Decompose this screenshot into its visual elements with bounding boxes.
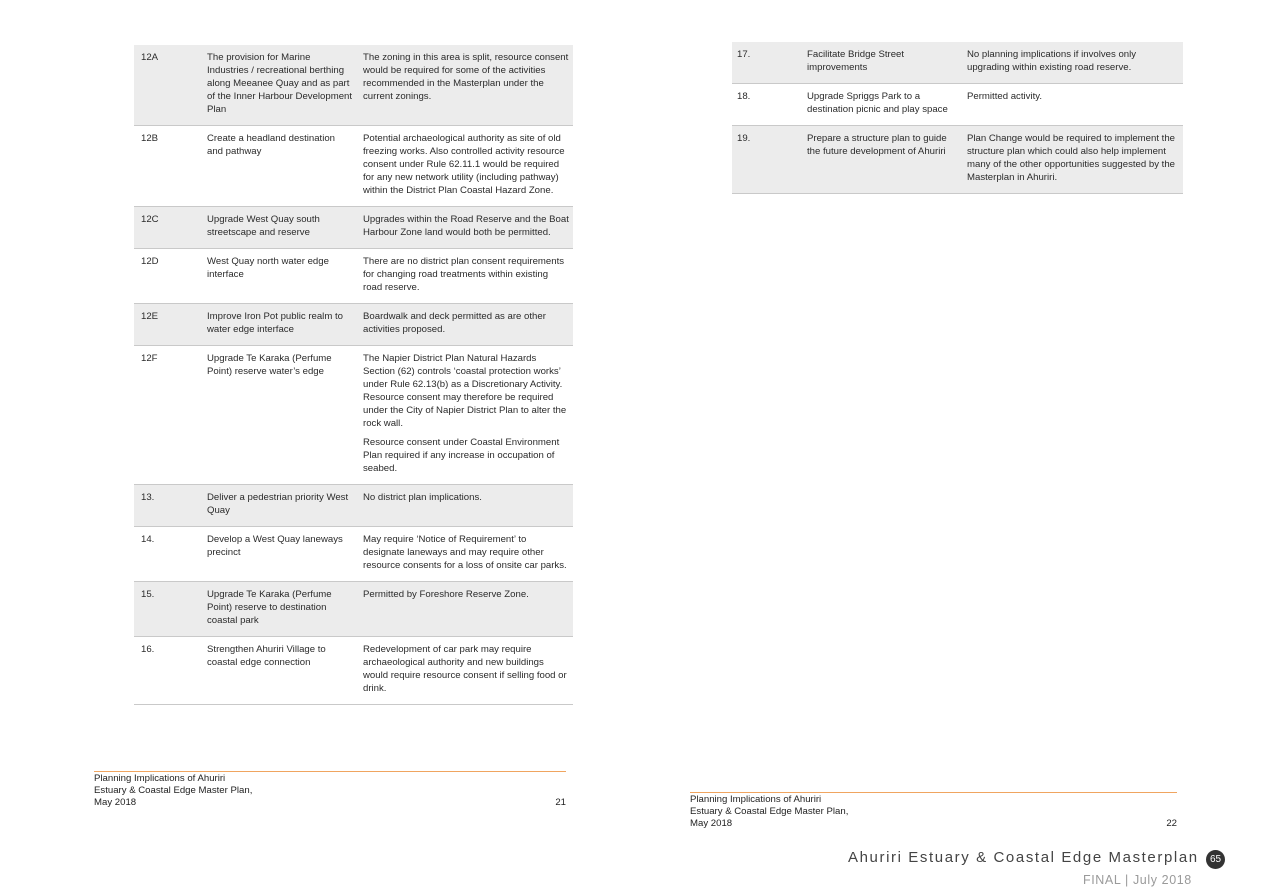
item-implications <box>357 485 573 526</box>
item-implications <box>357 582 573 636</box>
implication-paragraph: Plan Change would be required to implement the structure plan which could also help implement many of the other opportunities suggested by the Masterplan in Ahuriri. <box>967 133 1175 183</box>
table-row <box>134 304 573 346</box>
item-number: 12A <box>141 52 159 63</box>
item-number: 18. <box>737 91 751 102</box>
implication-paragraph: May require ‘Notice of Requirement’ to designate laneways and may require other resource consents for a loss of onsite car parks. <box>363 534 567 571</box>
item-action: Upgrade Te Karaka (Perfume Point) reserve to destination coastal park <box>207 589 332 626</box>
footer-line-1: Planning Implications of Ahuriri <box>690 794 822 805</box>
item-number: 12D <box>141 256 159 267</box>
implication-paragraph: Permitted by Foreshore Reserve Zone. <box>363 589 529 600</box>
table-row <box>134 527 573 582</box>
implication-paragraph: No district plan implications. <box>363 492 482 503</box>
footer-line-3: May 2018 <box>690 818 733 829</box>
item-implications <box>357 346 573 484</box>
item-number: 15. <box>141 589 155 600</box>
planning-table-right <box>732 42 1183 194</box>
item-implications <box>357 126 573 206</box>
page-footer-left <box>94 771 566 811</box>
item-number: 17. <box>737 49 751 60</box>
page-number: 21 <box>555 797 566 808</box>
item-action: Upgrade Spriggs Park to a destination picnic and play space <box>807 91 948 115</box>
footer-line-1: Planning Implications of Ahuriri <box>94 773 226 784</box>
table-row <box>134 582 573 637</box>
implication-paragraph: There are no district plan consent requirements for changing road treatments within existing road reserve. <box>363 256 565 293</box>
table-row <box>134 485 573 527</box>
item-implications <box>961 84 1183 125</box>
item-number: 12E <box>141 311 159 322</box>
table-row <box>134 346 573 485</box>
item-action: Improve Iron Pot public realm to water edge interface <box>207 311 343 335</box>
table-row <box>134 637 573 705</box>
implication-paragraph: The Napier District Plan Natural Hazards Section (62) controls ‘coastal protection works’ under Rule 62.13(b) as a Discretionary Activity. Resource consent may therefore be required under the City of Napier District Plan to alter the rock wall. <box>363 353 567 429</box>
document-page-badge: 65 <box>1206 850 1225 869</box>
implication-paragraph: Redevelopment of car park may require archaeological authority and new buildings would require resource consent if selling food or drink. <box>363 644 567 694</box>
item-action: Create a headland destination and pathway <box>207 133 336 157</box>
table-row <box>732 42 1183 84</box>
item-action: Prepare a structure plan to guide the future development of Ahuriri <box>807 133 947 157</box>
footer-rule <box>94 771 566 772</box>
implication-paragraph: Potential archaeological authority as site of old freezing works. Also controlled activity resource consent under Rule 62.11.1 would be required for any new network utility (including pathway) within the District Plan Coastal Hazard Zone. <box>363 133 565 196</box>
implication-paragraph: Boardwalk and deck permitted as are other activities proposed. <box>363 311 546 335</box>
item-number: 13. <box>141 492 155 503</box>
footer-line-2: Estuary & Coastal Edge Master Plan, <box>690 806 849 817</box>
implication-paragraph: The zoning in this area is split, resource consent would be required for some of the activities recommended in the Masterplan under the current zonings. <box>363 52 569 102</box>
item-number: 12F <box>141 353 158 364</box>
page-footer-right <box>690 792 1177 832</box>
table-row <box>134 45 573 126</box>
implication-paragraph: Upgrades within the Road Reserve and the Boat Harbour Zone land would both be permitted. <box>363 214 569 238</box>
item-implications <box>357 304 573 345</box>
item-number: 12B <box>141 133 159 144</box>
item-action: Develop a West Quay laneways precinct <box>207 534 343 558</box>
item-implications <box>357 45 573 125</box>
item-implications <box>357 207 573 248</box>
item-action: Upgrade Te Karaka (Perfume Point) reserve water’s edge <box>207 353 332 377</box>
item-implications <box>357 637 573 704</box>
implication-paragraph: No planning implications if involves only upgrading within existing road reserve. <box>967 49 1137 73</box>
item-action: The provision for Marine Industries / recreational berthing along Meeanee Quay and as part of the Inner Harbour Development Plan <box>207 52 353 115</box>
planning-table-left <box>134 45 573 705</box>
item-action: West Quay north water edge interface <box>207 256 329 280</box>
document-version: FINAL | July 2018 <box>1083 873 1192 887</box>
item-implications <box>961 126 1183 193</box>
table-row <box>732 84 1183 126</box>
item-action: Facilitate Bridge Street improvements <box>807 49 905 73</box>
item-number: 16. <box>141 644 155 655</box>
table-row <box>134 249 573 304</box>
document-title: Ahuriri Estuary & Coastal Edge Masterplan <box>848 849 1199 866</box>
item-number: 14. <box>141 534 155 545</box>
page-number: 22 <box>1166 818 1177 829</box>
item-action: Strengthen Ahuriri Village to coastal edge connection <box>207 644 326 668</box>
table-row <box>134 207 573 249</box>
implication-paragraph: Resource consent under Coastal Environment Plan required if any increase in occupation of seabed. <box>363 437 560 474</box>
table-row <box>732 126 1183 194</box>
footer-line-3: May 2018 <box>94 797 137 808</box>
implication-paragraph: Permitted activity. <box>967 91 1042 102</box>
footer-rule <box>690 792 1177 793</box>
table-row <box>134 126 573 207</box>
item-number: 12C <box>141 214 159 225</box>
item-action: Upgrade West Quay south streetscape and reserve <box>207 214 320 238</box>
footer-line-2: Estuary & Coastal Edge Master Plan, <box>94 785 253 796</box>
item-action: Deliver a pedestrian priority West Quay <box>207 492 349 516</box>
item-number: 19. <box>737 133 751 144</box>
item-implications <box>961 42 1183 83</box>
item-implications <box>357 527 573 581</box>
item-implications <box>357 249 573 303</box>
